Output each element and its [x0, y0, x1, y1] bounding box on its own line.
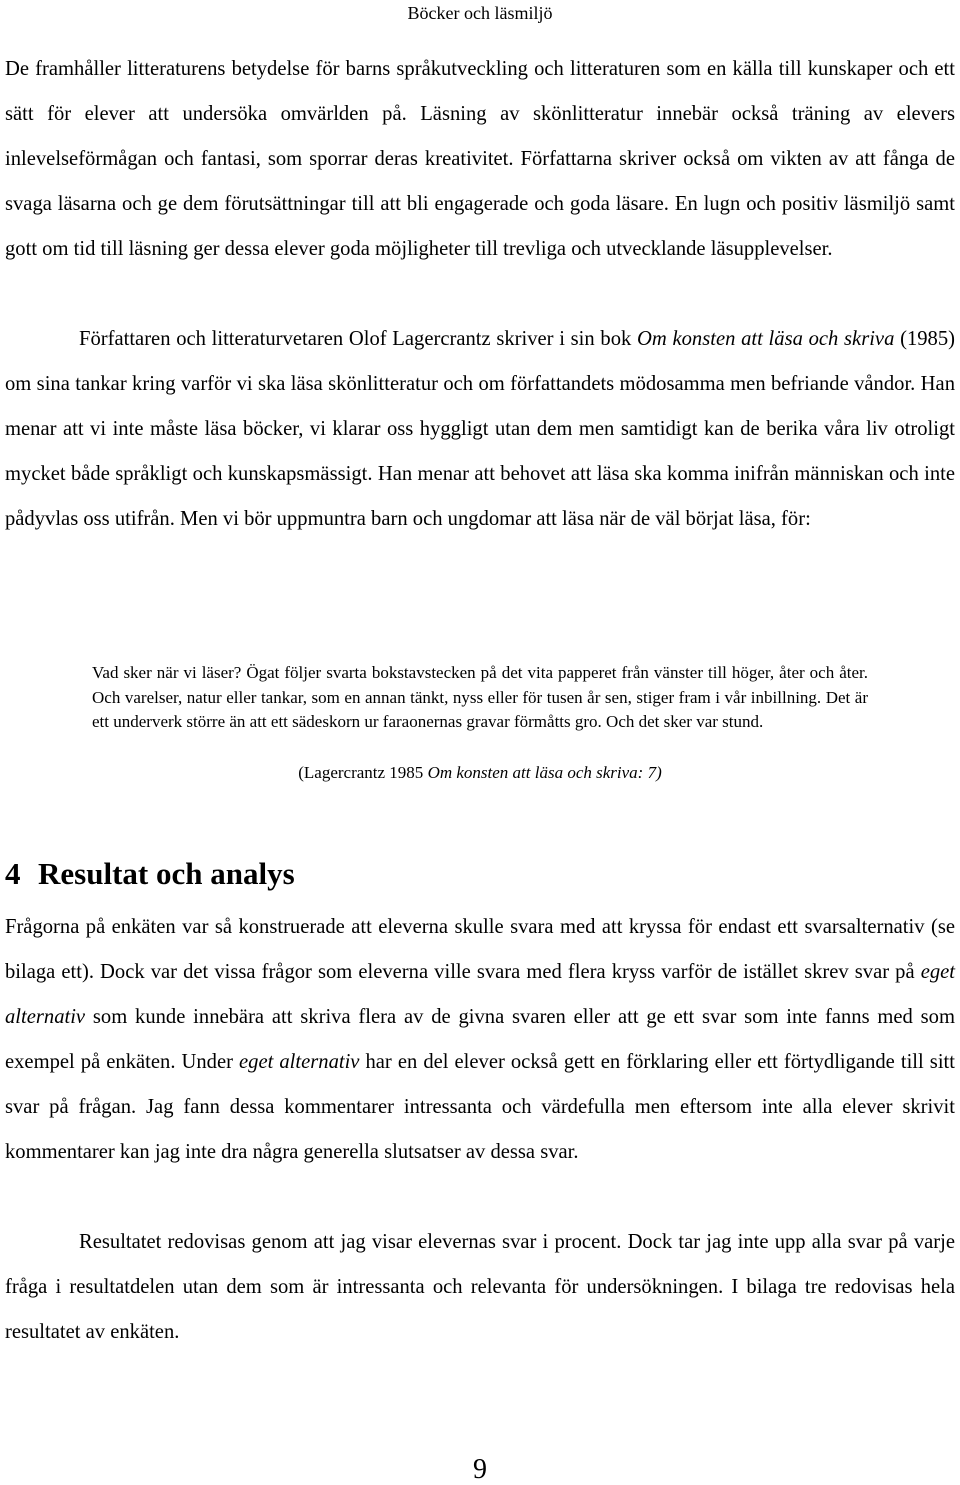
section-title: Resultat och analys	[38, 856, 295, 891]
running-header: Böcker och läsmiljö	[407, 3, 553, 23]
block-quote: Vad sker när vi läser? Ögat följer svarta bokstavstecken på det vita papperet från vänster till höger, åter och åter. Och varelser, natur eller tankar, som en annan tänkt, nyss eller för tusen år sen, stiger fram i vår inbillning. Det är ett underverk större än att ett sädeskorn ur faraonernas gravar förmåtts gro. Och det sker var stund.	[92, 663, 868, 731]
p3-text-2: som kunde innebära att skriva flera av de givna svaren eller att ge ett svar som inte fanns med som exempel på enkäten. Under	[5, 1006, 955, 1073]
body-paragraph-3	[5, 905, 955, 1175]
p3-text-1: Frågorna på enkäten var så konstruerade att eleverna skulle svara med att kryssa för endast ett svarsalternativ (se bilaga ett). Dock var det vissa frågor som eleverna ville svara med flera kryss varför de istället skrev svar på	[5, 916, 955, 983]
p2-text-start: Författaren och litteraturvetaren Olof Lagercrantz skriver i sin bok	[79, 328, 638, 350]
section-heading	[5, 852, 955, 896]
book-title: Om konsten att läsa och skriva	[637, 328, 895, 350]
p3-text-3: har en del elever också gett en förklaring eller ett förtydligande till sitt svar på frågan. Jag fann dessa kommentarer intressanta och värdefulla men eftersom inte alla elever skrivit kommentarer kan jag inte dra några generella slutsatser av dessa svar.	[5, 1051, 955, 1163]
p3-italic-2: eget alternativ	[239, 1051, 360, 1073]
citation-title: Om konsten att läsa och skriva: 7)	[427, 763, 662, 782]
body-paragraph-1: De framhåller litteraturens betydelse för barns språkutveckling och litteraturen som en källa till kunskaper och ett sätt för elever att undersöka omvärlden på. Läsning av skönlitteratur innebär också träning av elevers inlevelseförmågan och fantasi, som sporrar deras kreativitet. Författarna skriver också om vikten av att fånga de svaga läsarna och ge dem förutsättningar till att bli engagerade och goda läsare. En lugn och positiv läsmiljö samt gott om tid till läsning ger dessa elever goda möjligheter till trevliga och utvecklande läsupplevelser.	[5, 58, 955, 260]
quote-citation	[92, 760, 868, 786]
p2-text-end: (1985) om sina tankar kring varför vi ska läsa skönlitteratur och om författandets mödosamma men befriande våndor. Han menar att vi inte måste läsa böcker, vi klarar oss hyggligt utan dem men samtidigt kan de berika våra liv otroligt mycket både språkligt och kunskapsmässigt. Han menar att behovet att läsa ska komma inifrån människan och inte pådyvlas oss utifrån. Men vi bör uppmuntra barn och ungdomar att läsa när de väl börjat läsa, för:	[5, 328, 955, 530]
body-paragraph-4: Resultatet redovisas genom att jag visar elevernas svar i procent. Dock tar jag inte upp alla svar på varje fråga i resultatdelen utan dem som är intressanta och relevanta för undersökningen. I bilaga tre redovisas hela resultatet av enkäten.	[5, 1231, 955, 1343]
body-paragraph-2	[5, 317, 955, 542]
section-number: 4	[5, 856, 21, 891]
p3-italic-1: eget alternativ	[5, 961, 955, 1028]
citation-prefix: (Lagercrantz 1985	[298, 763, 428, 782]
page-number: 9	[473, 1454, 487, 1485]
